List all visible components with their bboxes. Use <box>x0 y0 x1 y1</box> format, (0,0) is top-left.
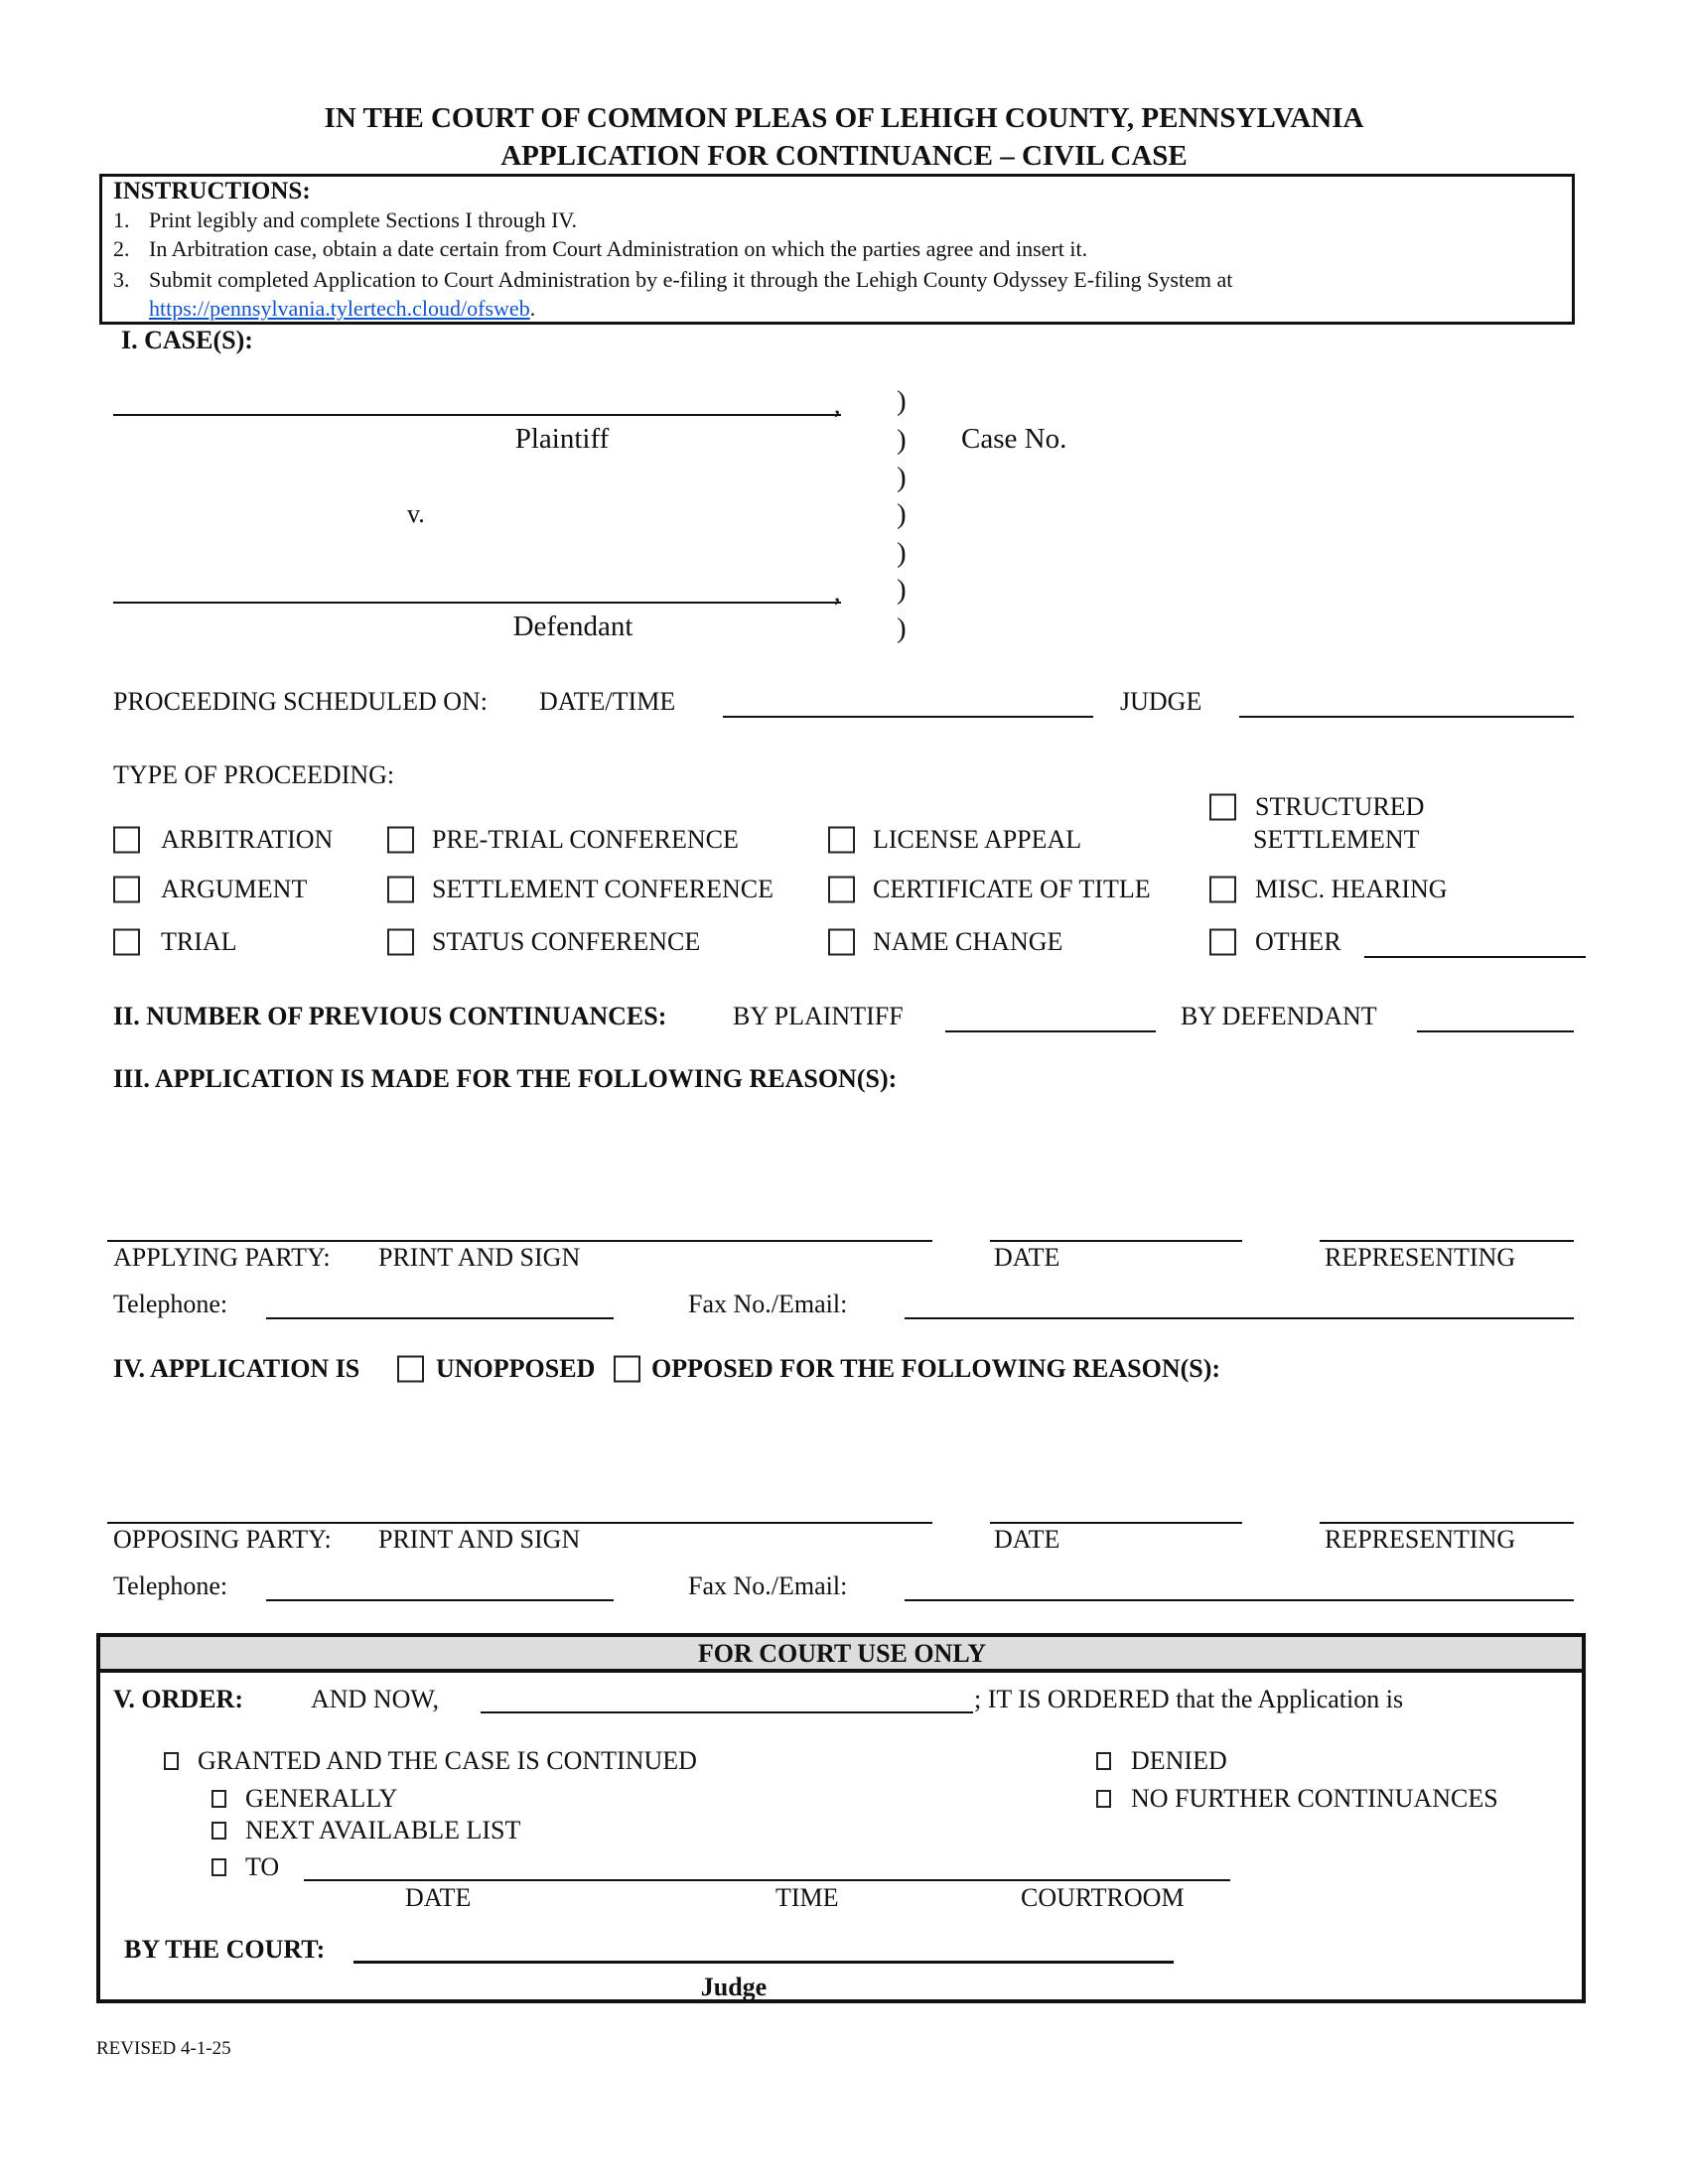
section-4-heading: IV. APPLICATION IS <box>113 1354 360 1383</box>
argument-label: ARGUMENT <box>161 875 308 903</box>
form-title: APPLICATION FOR CONTINUANCE – CIVIL CASE <box>500 140 1188 172</box>
arbitration-checkbox[interactable] <box>113 827 140 854</box>
comma: , <box>834 390 841 419</box>
certificate-of-title-checkbox[interactable] <box>828 877 855 903</box>
fax-email-label: Fax No./Email: <box>688 1571 848 1600</box>
proceeding-scheduled-label: PROCEEDING SCHEDULED ON: <box>113 687 488 716</box>
order-date-field[interactable] <box>481 1711 973 1713</box>
instruction-num: 1. <box>113 207 130 232</box>
generally-checkbox[interactable] <box>211 1790 226 1808</box>
paren: ) <box>897 574 907 606</box>
date-label: DATE <box>994 1243 1060 1272</box>
opposed-label: OPPOSED FOR THE FOLLOWING REASON(S): <box>651 1354 1221 1383</box>
opposing-representing-field[interactable] <box>1320 1522 1574 1524</box>
status-conference-checkbox[interactable] <box>387 929 414 956</box>
paren: ) <box>897 537 907 569</box>
opposed-checkbox[interactable] <box>614 1356 640 1383</box>
settlement-conference-label: SETTLEMENT CONFERENCE <box>432 875 774 903</box>
link-suffix: . <box>529 296 536 321</box>
instructions-heading: INSTRUCTIONS: <box>113 178 311 205</box>
ordered-text: ; IT IS ORDERED that the Application is <box>974 1685 1404 1713</box>
granted-label: GRANTED AND THE CASE IS CONTINUED <box>198 1746 697 1775</box>
defendant-line[interactable] <box>113 602 841 604</box>
arbitration-label: ARBITRATION <box>161 825 334 854</box>
paren: ) <box>897 424 907 456</box>
settlement-label: SETTLEMENT <box>1253 825 1420 854</box>
applying-fax-email-field[interactable] <box>905 1317 1574 1319</box>
court-title: IN THE COURT OF COMMON PLEAS OF LEHIGH COUNTY, PENNSYLVANIA <box>324 102 1364 134</box>
applying-date-field[interactable] <box>990 1240 1242 1242</box>
license-appeal-checkbox[interactable] <box>828 827 855 854</box>
no-further-continuances-label: NO FURTHER CONTINUANCES <box>1131 1784 1498 1813</box>
next-available-list-checkbox[interactable] <box>211 1822 226 1840</box>
instruction-3: Submit completed Application to Court Administration by e-filing it through the Lehigh County Odyssey E-filing System at <box>149 267 1233 292</box>
print-sign-label: PRINT AND SIGN <box>378 1243 581 1272</box>
other-field[interactable] <box>1364 956 1586 958</box>
instruction-num: 2. <box>113 236 130 261</box>
section-3-heading: III. APPLICATION IS MADE FOR THE FOLLOWING REASON(S): <box>113 1064 898 1093</box>
instruction-num: 3. <box>113 267 130 292</box>
and-now-label: AND NOW, <box>311 1685 440 1713</box>
case-no-label: Case No. <box>961 423 1067 455</box>
paren: ) <box>897 462 907 493</box>
revision-date: REVISED 4-1-25 <box>96 2038 231 2059</box>
settlement-conference-checkbox[interactable] <box>387 877 414 903</box>
instruction-1: Print legibly and complete Sections I through IV. <box>149 207 577 232</box>
by-defendant-field[interactable] <box>1417 1030 1574 1032</box>
date-label: DATE <box>994 1525 1060 1554</box>
time-label: TIME <box>775 1883 839 1912</box>
judge-label: Judge <box>700 1973 768 2001</box>
trial-label: TRIAL <box>161 927 237 956</box>
structured-label: STRUCTURED <box>1255 792 1425 821</box>
continuance-date-time-courtroom-field[interactable] <box>304 1879 1230 1881</box>
order-heading: V. ORDER: <box>113 1685 243 1713</box>
versus-label: v. <box>407 499 425 528</box>
name-change-checkbox[interactable] <box>828 929 855 956</box>
applying-party-sign-field[interactable] <box>107 1240 932 1242</box>
unopposed-label: UNOPPOSED <box>436 1354 596 1383</box>
datetime-field[interactable] <box>723 716 1093 718</box>
to-checkbox[interactable] <box>211 1858 226 1876</box>
plaintiff-label: Plaintiff <box>514 423 610 455</box>
paren: ) <box>897 498 907 530</box>
applying-party-label: APPLYING PARTY: <box>113 1243 331 1272</box>
argument-checkbox[interactable] <box>113 877 140 903</box>
court-use-title: FOR COURT USE ONLY <box>697 1639 987 1668</box>
paren: ) <box>897 385 907 417</box>
courtroom-label: COURTROOM <box>1021 1883 1185 1912</box>
opposing-party-label: OPPOSING PARTY: <box>113 1525 332 1554</box>
opposing-party-sign-field[interactable] <box>107 1522 932 1524</box>
name-change-label: NAME CHANGE <box>873 927 1063 956</box>
section-1-heading: I. CASE(S): <box>121 326 253 354</box>
datetime-label: DATE/TIME <box>539 687 676 716</box>
no-further-continuances-checkbox[interactable] <box>1096 1790 1111 1808</box>
by-plaintiff-field[interactable] <box>945 1030 1156 1032</box>
pretrial-conference-label: PRE-TRIAL CONFERENCE <box>432 825 739 854</box>
opposing-fax-email-field[interactable] <box>905 1599 1574 1601</box>
date-label: DATE <box>405 1883 472 1912</box>
defendant-label: Defendant <box>512 611 633 642</box>
judge-label: JUDGE <box>1120 687 1202 716</box>
applying-representing-field[interactable] <box>1320 1240 1574 1242</box>
judge-field[interactable] <box>1239 716 1574 718</box>
representing-label: REPRESENTING <box>1325 1243 1516 1272</box>
status-conference-label: STATUS CONFERENCE <box>432 927 701 956</box>
misc-hearing-checkbox[interactable] <box>1209 877 1236 903</box>
opposing-date-field[interactable] <box>990 1522 1242 1524</box>
fax-email-label: Fax No./Email: <box>688 1290 848 1318</box>
granted-checkbox[interactable] <box>164 1752 179 1770</box>
denied-checkbox[interactable] <box>1096 1752 1111 1770</box>
type-of-proceeding-label: TYPE OF PROCEEDING: <box>113 760 395 789</box>
opposing-telephone-field[interactable] <box>266 1599 614 1601</box>
print-sign-label: PRINT AND SIGN <box>378 1525 581 1554</box>
other-label: OTHER <box>1255 927 1341 956</box>
efiling-link[interactable]: https://pennsylvania.tylertech.cloud/ofsweb <box>149 296 530 321</box>
plaintiff-line[interactable] <box>113 414 841 416</box>
generally-label: GENERALLY <box>245 1784 398 1813</box>
misc-hearing-label: MISC. HEARING <box>1255 875 1448 903</box>
unopposed-checkbox[interactable] <box>397 1356 424 1383</box>
applying-telephone-field[interactable] <box>266 1317 614 1319</box>
by-plaintiff-label: BY PLAINTIFF <box>733 1002 904 1030</box>
other-checkbox[interactable] <box>1209 929 1236 956</box>
judge-signature-field[interactable] <box>353 1961 1174 1964</box>
license-appeal-label: LICENSE APPEAL <box>873 825 1082 854</box>
paren: ) <box>897 613 907 644</box>
representing-label: REPRESENTING <box>1325 1525 1516 1554</box>
by-the-court-label: BY THE COURT: <box>124 1935 326 1964</box>
comma: , <box>834 578 841 607</box>
section-2-heading: II. NUMBER OF PREVIOUS CONTINUANCES: <box>113 1002 667 1030</box>
denied-label: DENIED <box>1131 1746 1227 1775</box>
instruction-2: In Arbitration case, obtain a date certain from Court Administration on which the parties agree and insert it. <box>149 236 1088 261</box>
pretrial-conference-checkbox[interactable] <box>387 827 414 854</box>
to-label: TO <box>245 1852 280 1881</box>
structured-settlement-checkbox[interactable] <box>1209 794 1236 821</box>
trial-checkbox[interactable] <box>113 929 140 956</box>
telephone-label: Telephone: <box>113 1290 228 1318</box>
next-available-list-label: NEXT AVAILABLE LIST <box>245 1816 521 1844</box>
certificate-of-title-label: CERTIFICATE OF TITLE <box>873 875 1151 903</box>
by-defendant-label: BY DEFENDANT <box>1181 1002 1377 1030</box>
telephone-label: Telephone: <box>113 1571 228 1600</box>
